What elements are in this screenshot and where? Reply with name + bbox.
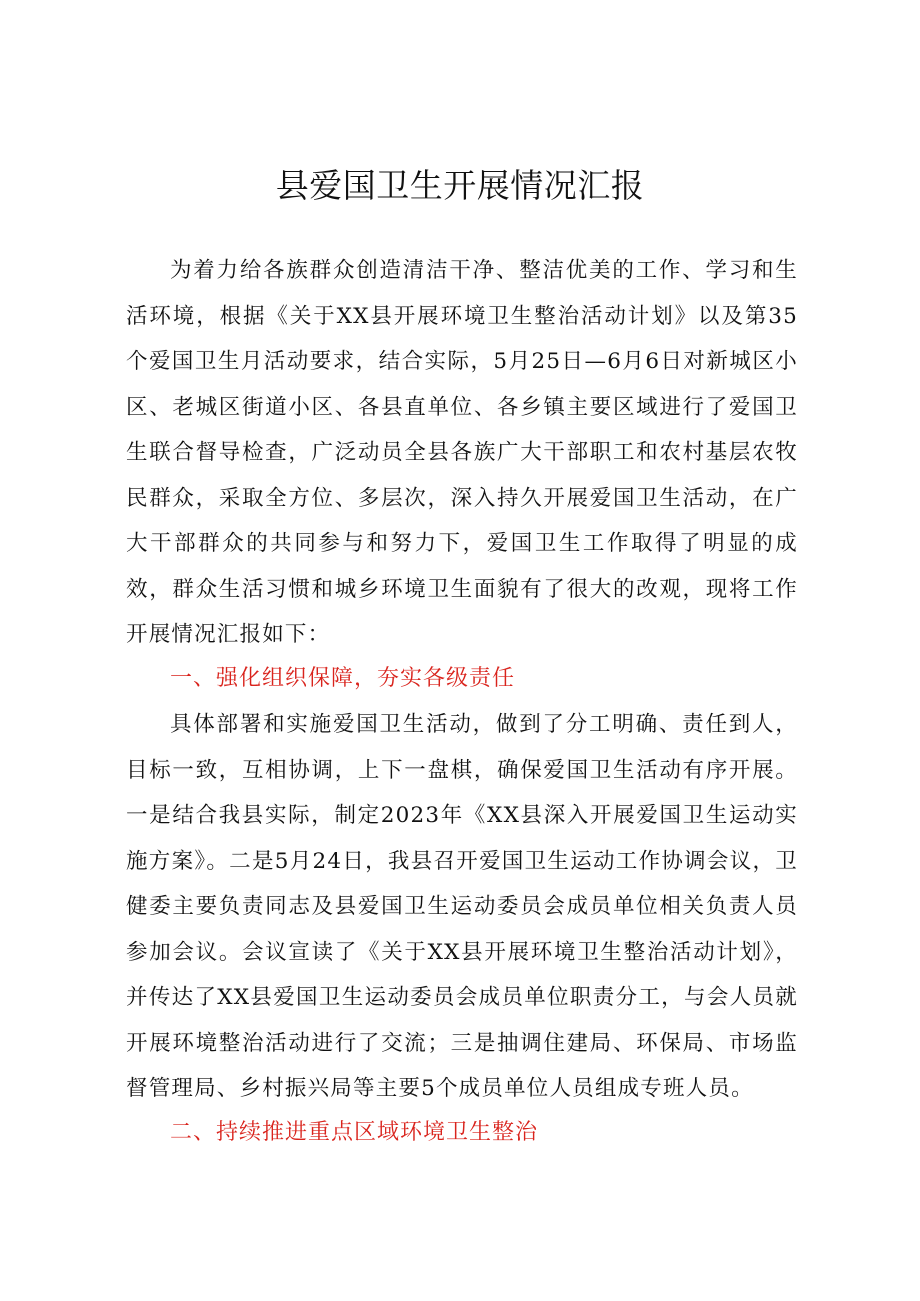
- section-heading-2: 二、持续推进重点区域环境卫生整治: [170, 1120, 539, 1145]
- section-heading-1: 一、强化组织保障，夯实各级责任: [170, 666, 516, 691]
- document-title: 县爱国卫生开展情况汇报: [275, 166, 645, 205]
- intro-paragraph: 为着力给各族群众创造清洁干净、整洁优美的工作、学习和生活环境，根据《关于XX县开展环境卫生整治活动计划》以及第35个爱国卫生月活动要求，结合实际，5月25日—6月6日对新城区小区、老城区街道小区、各县直单位、各乡镇主要区域进行了爱国卫生联合督导检查，广泛动员全县各族广大干部职工和农村基层农牧民群众，采取全方位、多层次，深入持久开展爱国卫生活动，在广大干部群众的共同参与和努力下，爱国卫生工作取得了明显的成效，群众生活习惯和城乡环境卫生面貌有了很大的改观，现将工作开展情况汇报如下：: [126, 258, 798, 647]
- section-paragraph-1: 具体部署和实施爱国卫生活动，做到了分工明确、责任到人，目标一致，互相协调，上下一盘棋，确保爱国卫生活动有序开展。一是结合我县实际，制定2023年《XX县深入开展爱国卫生运动实施方案》。二是5月24日，我县召开爱国卫生运动工作协调会议，卫健委主要负责同志及县爱国卫生运动委员会成员单位相关负责人员参加会议。会议宣读了《关于XX县开展环境卫生整治活动计划》，并传达了XX县爱国卫生运动委员会成员单位职责分工，与会人员就开展环境整治活动进行了交流；三是抽调住建局、环保局、市场监督管理局、乡村振兴局等主要5个成员单位人员组成专班人员。: [126, 712, 798, 1101]
